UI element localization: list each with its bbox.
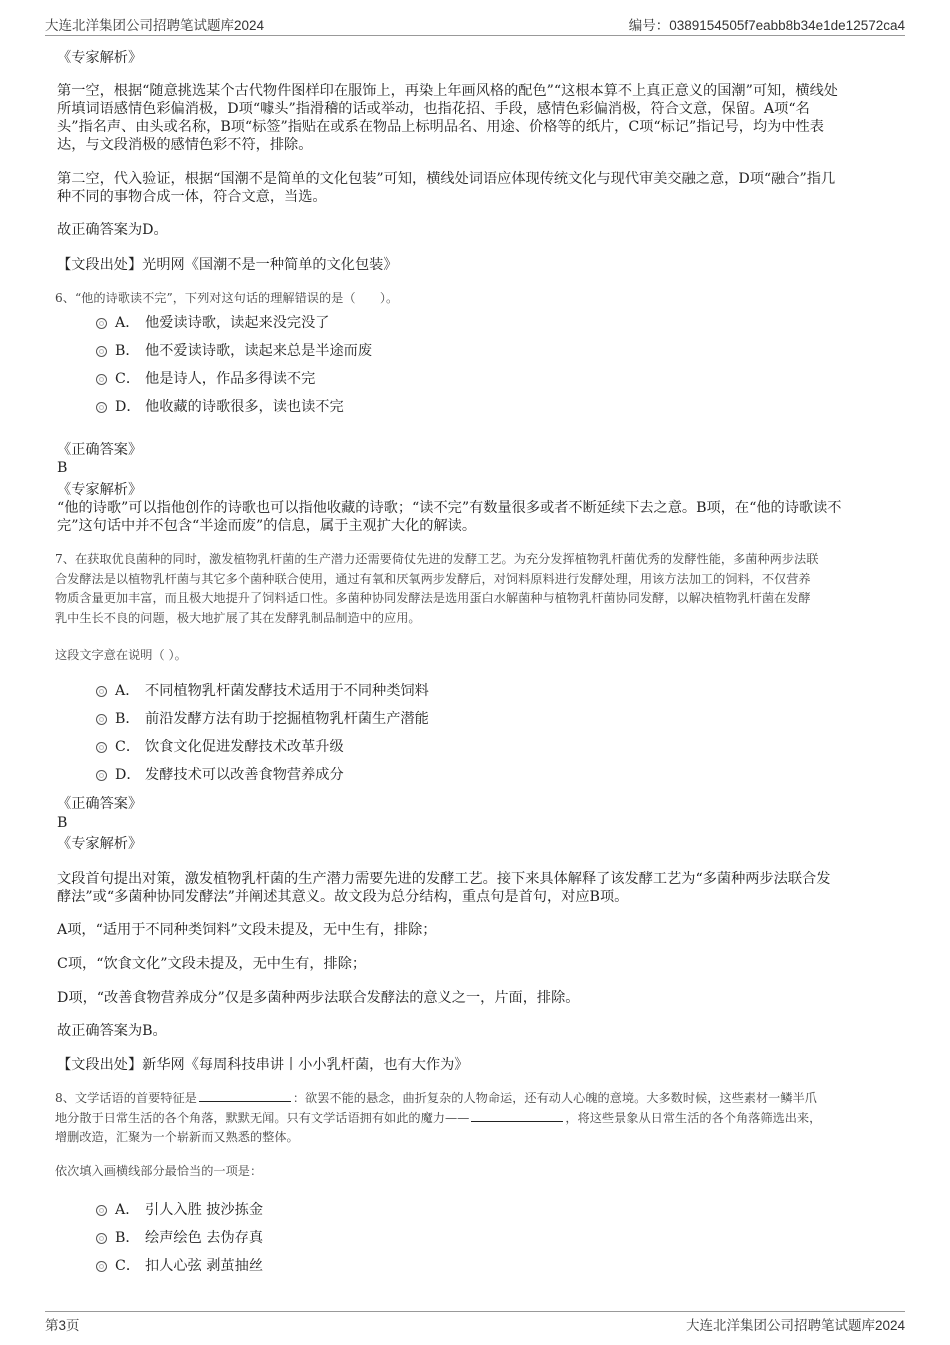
header-divider bbox=[45, 35, 905, 36]
source-text: 【文段出处】光明网《国潮不是一种简单的文化包装》 bbox=[57, 257, 398, 273]
analysis-line: “他的诗歌”可以指他创作的诗歌也可以指他收藏的诗歌；“读不完”有数量很多或者不断延续下去之意。B项，在“他的诗歌读不 bbox=[57, 500, 842, 516]
expert-analysis-title: 《专家解析》 bbox=[57, 50, 143, 66]
footer-title: 大连北洋集团公司招聘笔试题库2024 bbox=[685, 1318, 905, 1333]
question-stem: 乳中生长不良的问题，极大地扩展了其在发酵乳制品制造中的应用。 bbox=[55, 610, 421, 625]
question-stem: 地分散于日常生活的各个角落，默默无闻。只有文学话语拥有如此的魔力—— ，将这些景象从日常生活的各个角落筛选出来， bbox=[55, 1110, 822, 1125]
answer-title: 《正确答案》 bbox=[57, 442, 143, 458]
page-header bbox=[45, 14, 905, 34]
radio-icon[interactable] bbox=[96, 402, 107, 413]
question-prompt: 这段文字意在说明（ ）。 bbox=[55, 648, 187, 662]
answer-value: B bbox=[57, 460, 68, 476]
radio-icon[interactable] bbox=[96, 1233, 107, 1244]
option-d[interactable]: D． 发酵技术可以改善食物营养成分 bbox=[96, 766, 344, 784]
answer-title: 《正确答案》 bbox=[57, 796, 143, 812]
analysis-line: 第二空，代入验证，根据“国潮不是简单的文化包装”可知，横线处词语应体现传统文化与现代审美交融之意，D项“融合”指几 bbox=[57, 171, 836, 187]
analysis-line: 文段首句提出对策，激发植物乳杆菌的生产潜力需要先进的发酵工艺。接下来具体解释了该发酵工艺为“多菌种两步法联合发 bbox=[57, 871, 831, 887]
analysis-line: D项，“改善食物营养成分”仅是多菌种两步法联合发酵法的意义之一，片面，排除。 bbox=[57, 990, 580, 1006]
question-stem: 增删改造，汇聚为一个崭新而又熟悉的整体。 bbox=[55, 1130, 299, 1144]
radio-icon[interactable] bbox=[96, 346, 107, 357]
analysis-line: 达，与文段消极的感情色彩不符，排除。 bbox=[57, 137, 313, 153]
radio-icon[interactable] bbox=[96, 714, 107, 725]
fill-blank bbox=[199, 1089, 291, 1102]
option-a[interactable]: A． 不同植物乳杆菌发酵技术适用于不同种类饲料 bbox=[96, 682, 429, 700]
radio-icon[interactable] bbox=[96, 1261, 107, 1272]
question-stem: 6、“他的诗歌读不完”，下列对这句话的理解错误的是（ ）。 bbox=[55, 291, 399, 305]
page-number: 第3页 bbox=[45, 1318, 80, 1333]
radio-icon[interactable] bbox=[96, 686, 107, 697]
radio-icon[interactable] bbox=[96, 318, 107, 329]
option-a[interactable]: A． 引人入胜 披沙拣金 bbox=[96, 1201, 263, 1219]
option-d[interactable]: D． 他收藏的诗歌很多，读也读不完 bbox=[96, 398, 344, 416]
radio-icon[interactable] bbox=[96, 742, 107, 753]
analysis-line: 所填词语感情色彩偏消极，D项“噱头”指滑稽的话或举动，也指花招、手段，感情色彩偏消极，符合文意，保留。A项“名 bbox=[57, 101, 810, 117]
option-c[interactable]: C． 他是诗人，作品多得读不完 bbox=[96, 370, 315, 388]
radio-icon[interactable] bbox=[96, 770, 107, 781]
analysis-line: 完”这句话中并不包含“半途而废”的信息，属于主观扩大化的解读。 bbox=[57, 518, 477, 534]
conclusion-text: 故正确答案为B。 bbox=[57, 1023, 167, 1039]
option-b[interactable]: B． 前沿发酵方法有助于挖掘植物乳杆菌生产潜能 bbox=[96, 710, 429, 728]
analysis-line: 酵法”或“多菌种协同发酵法”并阐述其意义。故文段为总分结构，重点句是首句，对应B项。 bbox=[57, 889, 629, 905]
analysis-line: C项，“饮食文化”文段未提及，无中生有，排除； bbox=[57, 956, 367, 972]
header-title: 大连北洋集团公司招聘笔试题库2024 bbox=[45, 18, 265, 33]
radio-icon[interactable] bbox=[96, 1205, 107, 1216]
question-stem: 7、在获取优良菌种的同时，激发植物乳杆菌的生产潜力还需要倚仗先进的发酵工艺。为充分发挥植物乳杆菌优秀的发酵性能，多菌种两步法联 bbox=[55, 552, 819, 566]
expert-analysis-title: 《专家解析》 bbox=[57, 482, 143, 498]
question-stem: 合发酵法是以植物乳杆菌与其它多个菌种联合使用，通过有氧和厌氧两步发酵后，对饲料原料进行发酵处理，用该方法加工的饲料，不仅营养 bbox=[55, 571, 811, 586]
expert-analysis-title: 《专家解析》 bbox=[57, 836, 143, 852]
answer-value: B bbox=[57, 815, 68, 831]
question-stem: 8、文学话语的首要特征是 ：欲罢不能的悬念，曲折复杂的人物命运，还有动人心魄的意境。大多数时候，这些素材一鳞半爪 bbox=[55, 1091, 817, 1105]
option-b[interactable]: B． 绘声绘色 去伪存真 bbox=[96, 1229, 263, 1247]
footer-divider bbox=[45, 1311, 905, 1312]
analysis-line: 种不同的事物合成一体，符合文意，当选。 bbox=[57, 189, 327, 205]
analysis-line: A项，“适用于不同种类饲料”文段未提及，无中生有，排除； bbox=[57, 922, 437, 938]
option-b[interactable]: B． 他不爱读诗歌，读起来总是半途而废 bbox=[96, 342, 372, 360]
question-prompt: 依次填入画横线部分最恰当的一项是： bbox=[55, 1164, 263, 1178]
fill-blank bbox=[471, 1109, 563, 1122]
option-c[interactable]: C． 饮食文化促进发酵技术改革升级 bbox=[96, 738, 344, 756]
option-a[interactable]: A． 他爱读诗歌，读起来没完没了 bbox=[96, 314, 329, 332]
header-doc-id: 编号：0389154505f7eabb8b34e1de12572ca4 bbox=[628, 18, 905, 33]
analysis-line: 头”指名声、由头或名称，B项“标签”指贴在或系在物品上标明品名、用途、价格等的纸片，C项“标记”指记号，均为中性表 bbox=[57, 119, 824, 135]
analysis-line: 第一空，根据“随意挑选某个古代物件图样印在服饰上，再染上年画风格的配色”“这根本算不上真正意义的国潮”可知，横线处 bbox=[57, 83, 838, 99]
conclusion-text: 故正确答案为D。 bbox=[57, 222, 168, 238]
source-text: 【文段出处】新华网《每周科技串讲丨小小乳杆菌，也有大作为》 bbox=[57, 1057, 469, 1073]
radio-icon[interactable] bbox=[96, 374, 107, 385]
question-stem: 物质含量更加丰富，而且极大地提升了饲料适口性。多菌种协同发酵法是选用蛋白水解菌种与植物乳杆菌协同发酵，以解决植物乳杆菌在发酵 bbox=[55, 591, 811, 605]
option-c[interactable]: C． 扣人心弦 剥茧抽丝 bbox=[96, 1257, 263, 1275]
